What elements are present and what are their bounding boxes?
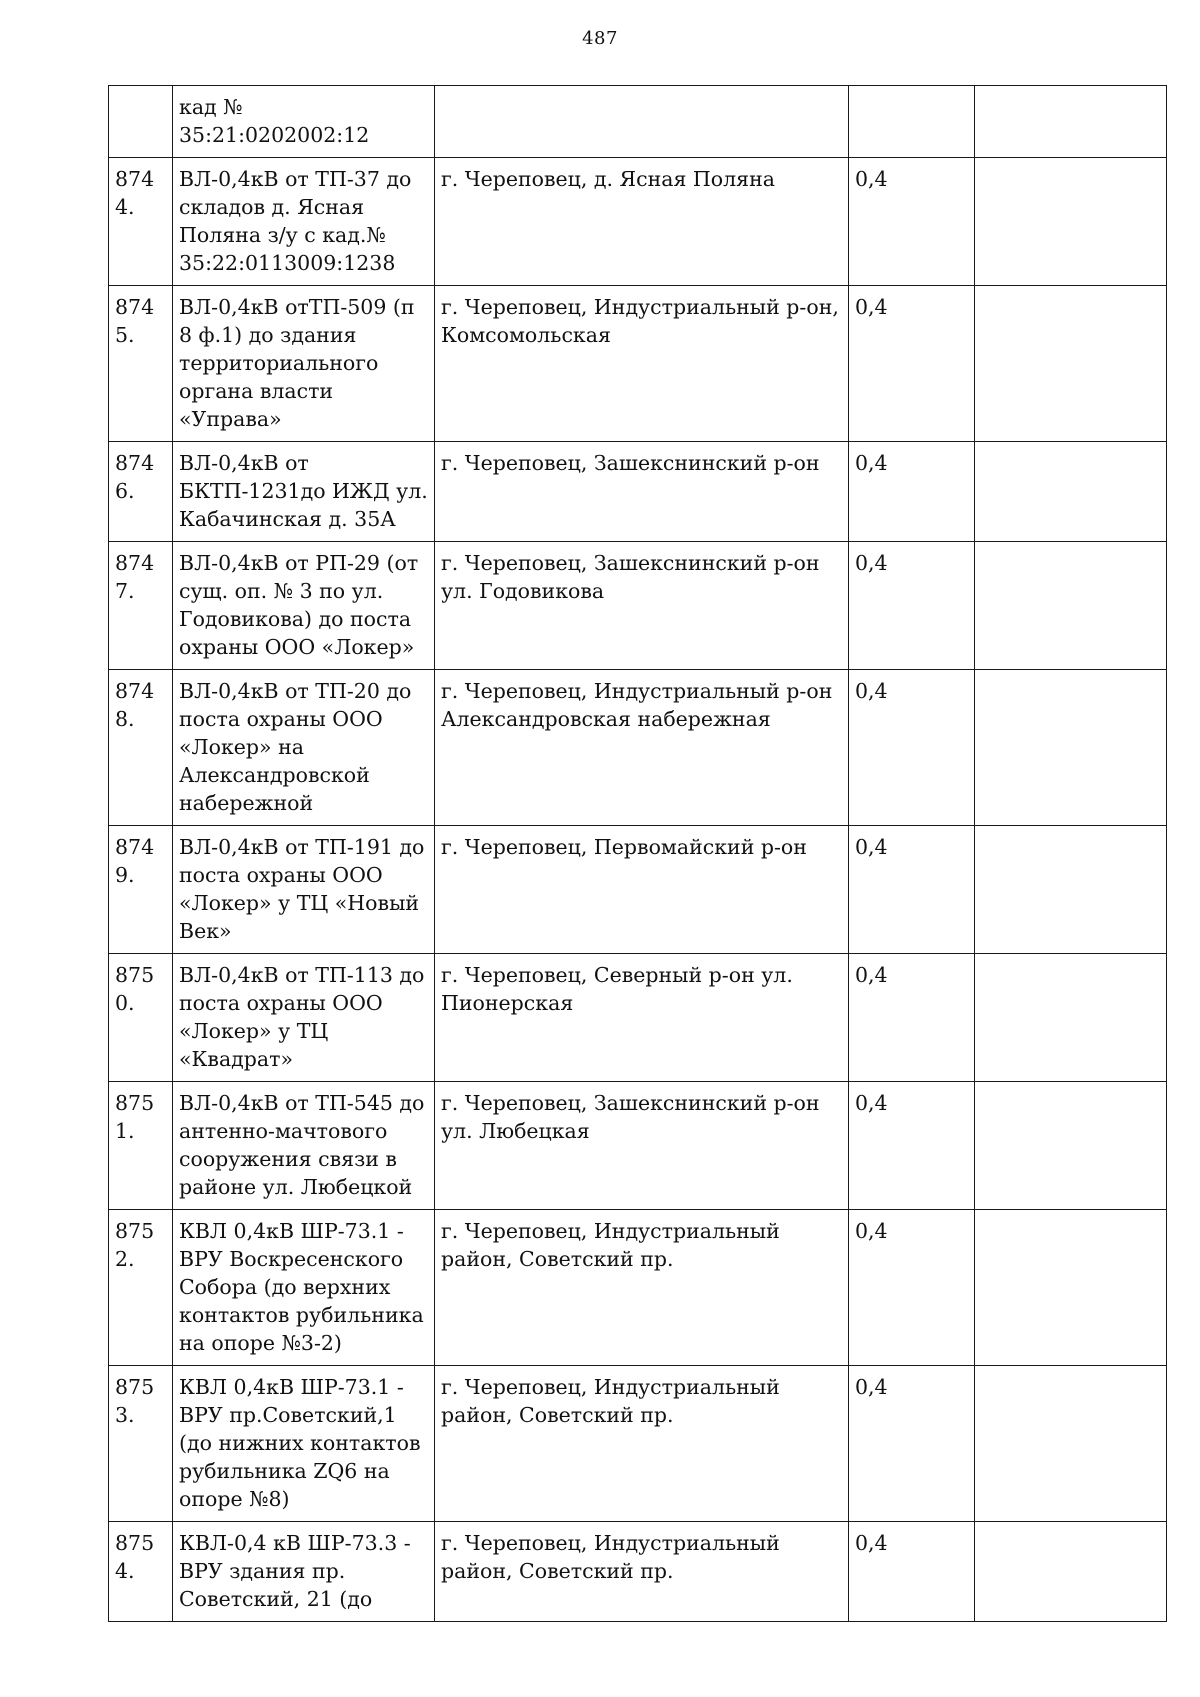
voltage-cell: 0,4	[849, 1366, 975, 1522]
row-number-cell: 8751.	[109, 1082, 173, 1210]
object-name-cell: КВЛ 0,4кВ ШР-73.1 - ВРУ пр.Советский,1 (до нижних контактов рубильника ZQ6 на опоре №8)	[173, 1366, 435, 1522]
row-number-cell: 8754.	[109, 1522, 173, 1622]
address-cell: г. Череповец, Индустриальный район, Советский пр.	[435, 1522, 849, 1622]
extra-cell	[975, 1522, 1167, 1622]
object-name-cell: ВЛ-0,4кВ отТП-509 (п 8 ф.1) до здания территориального органа власти «Управа»	[173, 286, 435, 442]
address-cell: г. Череповец, Зашекснинский р-он	[435, 442, 849, 542]
table-row	[109, 286, 1167, 442]
object-name-cell: ВЛ-0,4кВ от ТП-37 до складов д. Ясная Поляна з/у с кад.№ 35:22:0113009:1238	[173, 158, 435, 286]
row-number-cell	[109, 86, 173, 158]
voltage-cell: 0,4	[849, 542, 975, 670]
object-name-cell: ВЛ-0,4кВ от ТП-545 до антенно-мачтового сооружения связи в районе ул. Любецкой	[173, 1082, 435, 1210]
row-number-cell: 8744.	[109, 158, 173, 286]
address-cell	[435, 86, 849, 158]
table-row	[109, 542, 1167, 670]
table-row	[109, 954, 1167, 1082]
extra-cell	[975, 1082, 1167, 1210]
extra-cell	[975, 1210, 1167, 1366]
address-cell: г. Череповец, Северный р-он ул. Пионерская	[435, 954, 849, 1082]
row-number-cell: 8750.	[109, 954, 173, 1082]
voltage-cell: 0,4	[849, 442, 975, 542]
address-cell: г. Череповец, Индустриальный р-он Александровская набережная	[435, 670, 849, 826]
table-row	[109, 442, 1167, 542]
row-number-cell: 8748.	[109, 670, 173, 826]
voltage-cell: 0,4	[849, 670, 975, 826]
object-name-cell: кад № 35:21:0202002:12	[173, 86, 435, 158]
row-number-cell: 8753.	[109, 1366, 173, 1522]
extra-cell	[975, 670, 1167, 826]
row-number-cell: 8745.	[109, 286, 173, 442]
address-cell: г. Череповец, Индустриальный район, Советский пр.	[435, 1366, 849, 1522]
object-name-cell: ВЛ-0,4кВ от ТП-191 до поста охраны ООО «Локер» у ТЦ «Новый Век»	[173, 826, 435, 954]
extra-cell	[975, 286, 1167, 442]
extra-cell	[975, 86, 1167, 158]
table-row	[109, 1366, 1167, 1522]
table-row	[109, 1522, 1167, 1622]
extra-cell	[975, 442, 1167, 542]
object-name-cell: ВЛ-0,4кВ от РП-29 (от сущ. оп. № 3 по ул. Годовикова) до поста охраны ООО «Локер»	[173, 542, 435, 670]
registry-table	[108, 85, 1167, 1622]
address-cell: г. Череповец, Первомайский р-он	[435, 826, 849, 954]
address-cell: г. Череповец, Зашекснинский р-он ул. Любецкая	[435, 1082, 849, 1210]
voltage-cell: 0,4	[849, 1082, 975, 1210]
voltage-cell: 0,4	[849, 1210, 975, 1366]
voltage-cell	[849, 86, 975, 158]
object-name-cell: ВЛ-0,4кВ от ТП-113 до поста охраны ООО «Локер» у ТЦ «Квадрат»	[173, 954, 435, 1082]
table-row	[109, 1210, 1167, 1366]
voltage-cell: 0,4	[849, 158, 975, 286]
table-row	[109, 670, 1167, 826]
extra-cell	[975, 954, 1167, 1082]
voltage-cell: 0,4	[849, 826, 975, 954]
extra-cell	[975, 158, 1167, 286]
address-cell: г. Череповец, Зашекснинский р-он ул. Годовикова	[435, 542, 849, 670]
row-number-cell: 8747.	[109, 542, 173, 670]
address-cell: г. Череповец, д. Ясная Поляна	[435, 158, 849, 286]
address-cell: г. Череповец, Индустриальный район, Советский пр.	[435, 1210, 849, 1366]
table-row	[109, 826, 1167, 954]
object-name-cell: ВЛ-0,4кВ от БКТП-1231до ИЖД ул. Кабачинская д. 35А	[173, 442, 435, 542]
table-row	[109, 158, 1167, 286]
voltage-cell: 0,4	[849, 286, 975, 442]
voltage-cell: 0,4	[849, 1522, 975, 1622]
row-number-cell: 8749.	[109, 826, 173, 954]
row-number-cell: 8746.	[109, 442, 173, 542]
extra-cell	[975, 826, 1167, 954]
voltage-cell: 0,4	[849, 954, 975, 1082]
extra-cell	[975, 1366, 1167, 1522]
table-row	[109, 1082, 1167, 1210]
extra-cell	[975, 542, 1167, 670]
row-number-cell: 8752.	[109, 1210, 173, 1366]
object-name-cell: КВЛ-0,4 кВ ШР-73.3 - ВРУ здания пр. Советский, 21 (до	[173, 1522, 435, 1622]
registry-table-body	[109, 86, 1167, 1622]
object-name-cell: ВЛ-0,4кВ от ТП-20 до поста охраны ООО «Локер» на Александровской набережной	[173, 670, 435, 826]
object-name-cell: КВЛ 0,4кВ ШР-73.1 - ВРУ Воскресенского Собора (до верхних контактов рубильника на опоре №3-2)	[173, 1210, 435, 1366]
table-row	[109, 86, 1167, 158]
address-cell: г. Череповец, Индустриальный р-он, Комсомольская	[435, 286, 849, 442]
page-number: 487	[582, 28, 618, 49]
